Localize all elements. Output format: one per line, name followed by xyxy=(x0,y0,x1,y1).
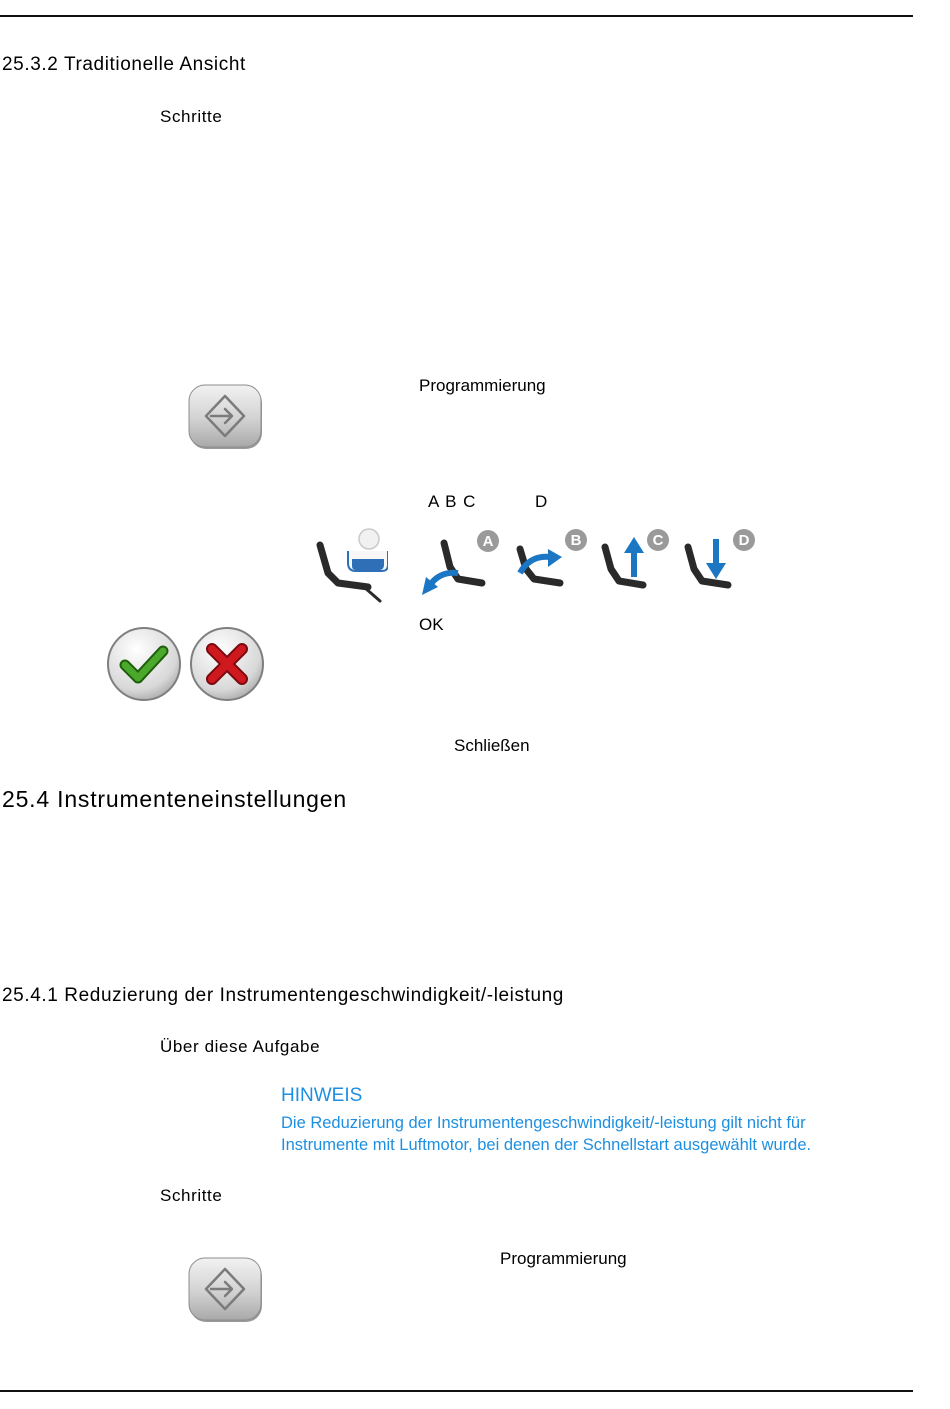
cancel-button[interactable] xyxy=(188,625,268,710)
notice-title: HINWEIS xyxy=(281,1085,363,1106)
steps-label: Schritte xyxy=(160,107,223,126)
chair-position-a-icon[interactable] xyxy=(418,527,504,602)
badge-d: D xyxy=(738,532,750,549)
chair-position-c-icon[interactable] xyxy=(599,527,675,602)
chair-rinse-icon[interactable] xyxy=(316,527,388,608)
badge-c: C xyxy=(652,532,664,549)
section-heading-25-4: 25.4 Instrumenteneinstellungen xyxy=(2,786,347,812)
programming-button[interactable] xyxy=(187,384,265,457)
top-rule xyxy=(0,15,913,17)
about-task-label: Über diese Aufgabe xyxy=(160,1037,321,1056)
checkmark-icon xyxy=(105,625,185,705)
bottom-rule xyxy=(0,1390,913,1392)
position-letter-d: D xyxy=(535,492,548,511)
ok-label: OK xyxy=(419,615,444,634)
position-letters-abc: A B C xyxy=(428,492,476,511)
close-label: Schließen xyxy=(454,736,530,755)
programming-button-2[interactable] xyxy=(187,1257,265,1330)
enter-icon xyxy=(187,1257,265,1325)
steps-label-2: Schritte xyxy=(160,1186,223,1205)
badge-b: B xyxy=(570,532,582,549)
programming-label-2: Programmierung xyxy=(500,1249,627,1268)
badge-a: A xyxy=(482,533,494,550)
section-heading-25-4-1: 25.4.1 Reduzierung der Instrumentengeschwindigkeit/-leistung xyxy=(2,985,564,1006)
notice-line-2: Instrumente mit Luftmotor, bei denen der Schnellstart ausgewählt wurde. xyxy=(281,1136,812,1154)
chair-position-d-icon[interactable] xyxy=(682,527,762,602)
programming-label: Programmierung xyxy=(419,376,546,395)
enter-icon xyxy=(187,384,265,452)
confirm-button[interactable] xyxy=(105,625,185,710)
close-icon xyxy=(188,625,268,705)
chair-position-b-icon[interactable] xyxy=(512,527,592,602)
notice-line-1: Die Reduzierung der Instrumentengeschwindigkeit/-leistung gilt nicht für xyxy=(281,1114,806,1132)
section-heading-25-3-2: 25.3.2 Traditionelle Ansicht xyxy=(2,54,246,75)
